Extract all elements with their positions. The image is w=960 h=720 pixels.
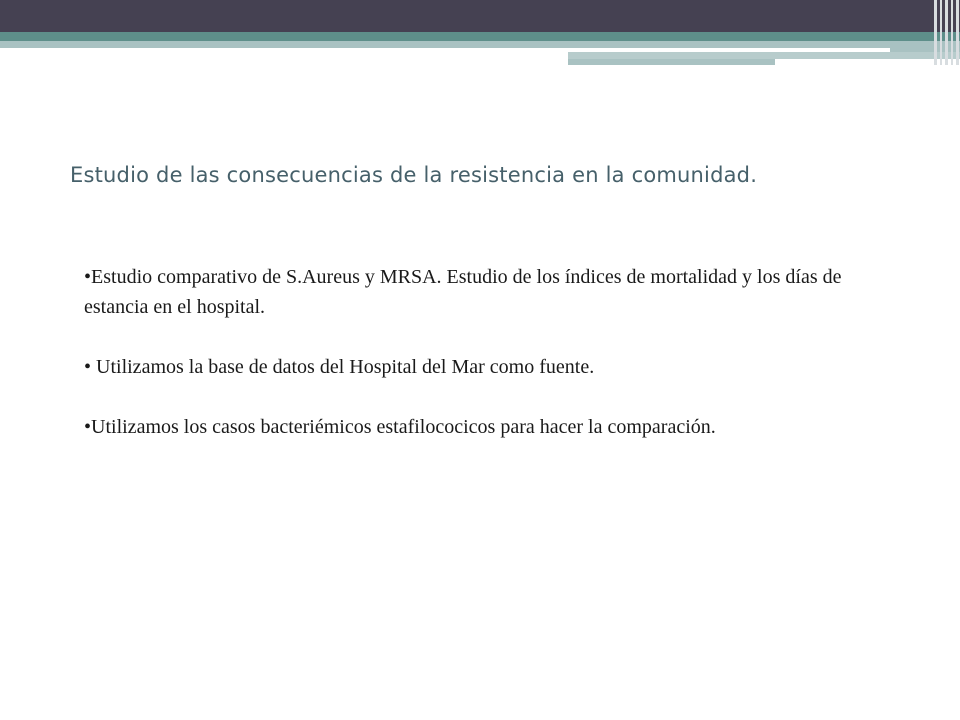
bullet-text: Estudio comparativo de S.Aureus y MRSA. Estudio de los índices de mortalidad y los días de estancia en el hospital. bbox=[84, 266, 842, 318]
bullet-list bbox=[84, 262, 844, 472]
bullet-item bbox=[84, 412, 844, 442]
bullet-icon: • bbox=[84, 266, 92, 288]
bullet-icon: • bbox=[84, 356, 97, 378]
bullet-item bbox=[84, 352, 844, 382]
bullet-item bbox=[84, 262, 844, 322]
slide-title: Estudio de las consecuencias de la resistencia en la comunidad. bbox=[70, 163, 758, 187]
header-band-divider bbox=[775, 59, 960, 65]
header-band-dark bbox=[0, 0, 960, 32]
bullet-text: Utilizamos la base de datos del Hospital del Mar como fuente. bbox=[96, 356, 595, 378]
header-band-teal bbox=[0, 32, 960, 41]
header-band-step-shade bbox=[568, 52, 960, 59]
bullet-text: Utilizamos los casos bacteriémicos estafilococicos para hacer la comparación. bbox=[91, 416, 716, 438]
bullet-icon: • bbox=[84, 416, 92, 438]
header-vertical-stripes bbox=[934, 0, 960, 65]
header-band-divider bbox=[568, 48, 890, 52]
header-band-light bbox=[0, 41, 568, 48]
